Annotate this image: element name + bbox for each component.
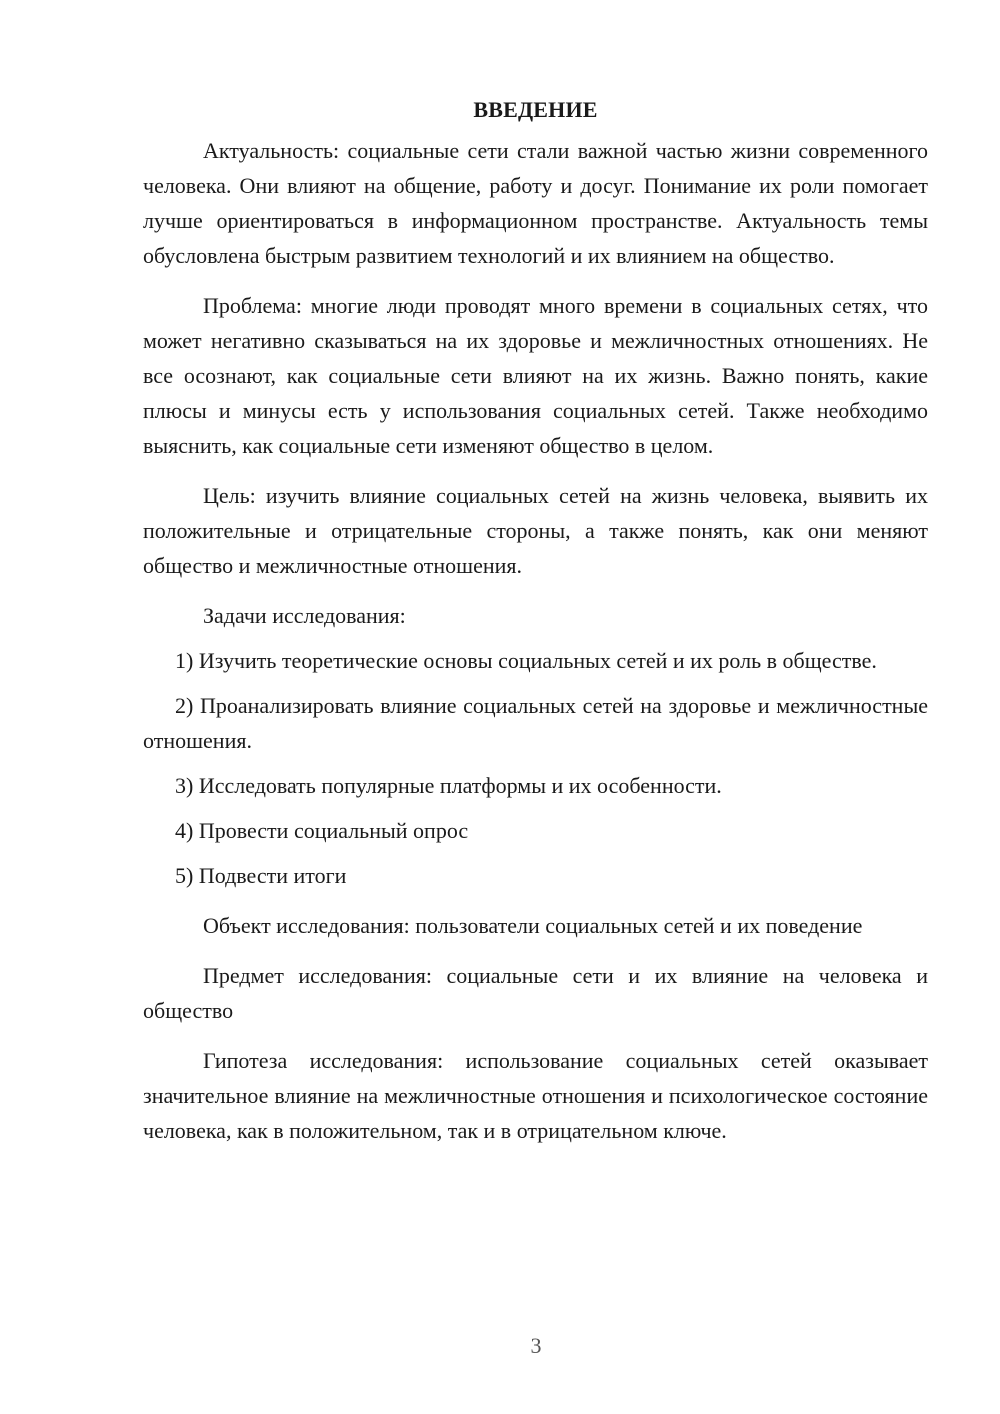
task-item-4: 4) Провести социальный опрос [175, 818, 469, 843]
section-heading: ВВЕДЕНИЕ [473, 97, 598, 122]
problem-paragraph: Проблема: многие люди проводят много времени в социальных сетях, что может негативно сказываться на их здоровье и межличностных отношениях. Не все осознают, как социальные сети влияют на их жизнь. Важно понять, какие плюсы и минусы есть у использования социальных сетей. Также необходимо выяснить, как социальные сети изменяют общество в целом. [143, 293, 928, 458]
task-item-3: 3) Исследовать популярные платформы и их особенности. [175, 773, 722, 798]
object-paragraph: Объект исследования: пользователи социальных сетей и их поведение [203, 913, 863, 938]
relevance-paragraph: Актуальность: социальные сети стали важной частью жизни современного человека. Они влияют на общение, работу и досуг. Понимание их роли помогает лучше ориентироваться в информационном пространстве. Актуальность темы обусловлена быстрым развитием технологий и их влиянием на общество. [143, 138, 928, 268]
subject-paragraph: Предмет исследования: социальные сети и их влияние на человека и общество [143, 963, 928, 1023]
tasks-list [143, 643, 928, 893]
hypothesis-paragraph: Гипотеза исследования: использование социальных сетей оказывает значительное влияние на межличностные отношения и психологическое состояние человека, как в положительном, так и в отрицательном ключе. [143, 1048, 928, 1143]
task-item-1: 1) Изучить теоретические основы социальных сетей и их роль в обществе. [175, 648, 877, 673]
task-item-2: 2) Проанализировать влияние социальных сетей на здоровье и межличностные отношения. [143, 693, 928, 753]
goal-paragraph: Цель: изучить влияние социальных сетей на жизнь человека, выявить их положительные и отрицательные стороны, а также понять, как они меняют общество и межличностные отношения. [143, 483, 928, 578]
page-number: 3 [530, 1333, 542, 1358]
tasks-title: Задачи исследования: [203, 603, 406, 628]
document-page [143, 92, 928, 1148]
task-item-5: 5) Подвести итоги [175, 863, 347, 888]
